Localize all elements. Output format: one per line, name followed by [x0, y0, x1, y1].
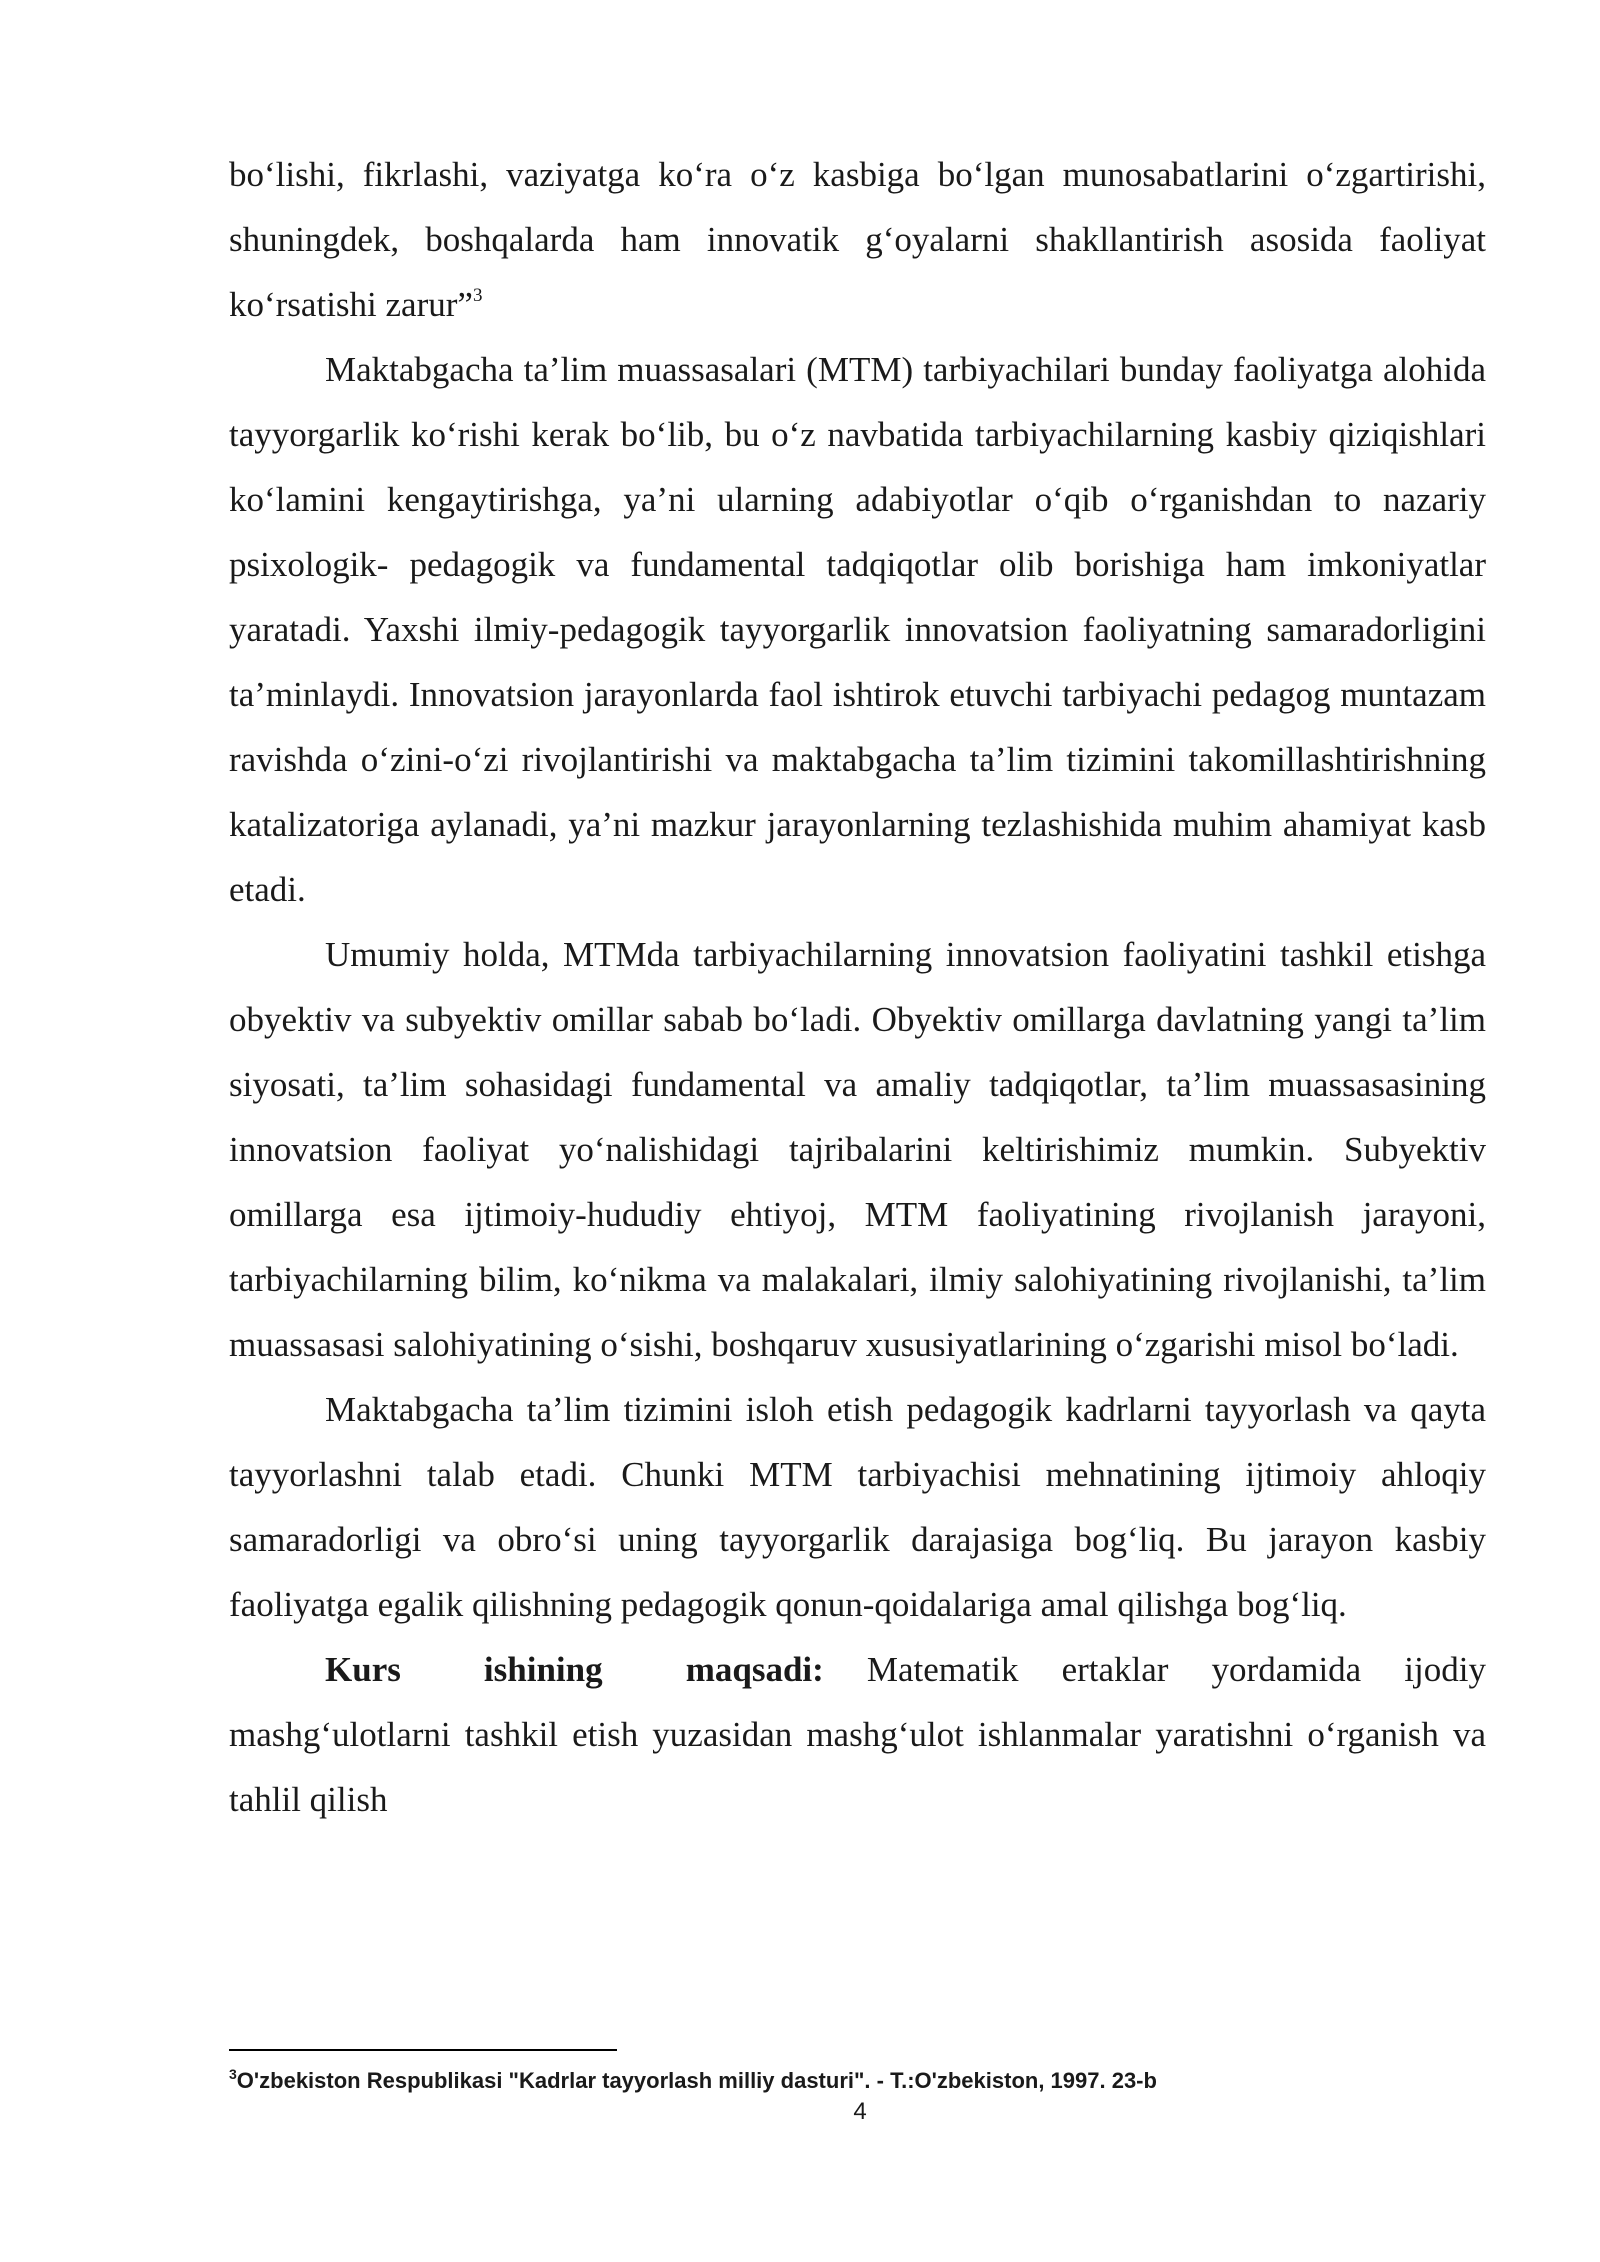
paragraph-mtm-preparation — [229, 337, 1486, 922]
footnote-marker: 3 — [229, 2066, 237, 2082]
footnote-text: O'zbekiston Respublikasi "Kadrlar tayyorlash milliy dasturi". - T.:O'zbekiston, 1997. 23-b — [236, 2068, 1157, 2093]
body-text — [229, 142, 1486, 1832]
paragraph-reform — [229, 1377, 1486, 1637]
footnote-divider — [229, 2049, 617, 2051]
footnote — [229, 2066, 1157, 2096]
paragraph-text: Matematik ertaklar yordamida ijodiy mashg‘ulotlarni tashkil etish yuzasidan mashg‘ulot ishlanmalar yaratishni o‘rganish va tahlil qilish — [229, 1650, 1486, 1819]
course-goal-label: Kurs ishining maqsadi: — [325, 1650, 824, 1689]
paragraph-factors — [229, 922, 1486, 1377]
page-number: 4 — [853, 2098, 867, 2125]
paragraph-text: Maktabgacha ta’lim muassasalari (MTM) tarbiyachilari bunday faoliyatga alohida tayyorgarlik ko‘rishi kerak bo‘lib, bu o‘z navbatida tarbiyachilarning kasbiy qiziqishlari ko‘lamini kengaytirishga, ya’ni ularning adabiyotlar o‘qib o‘rganishdan to nazariy psixologik- pedagogik va fundamental tadqiqotlar olib borishiga ham imkoniyatlar yaratadi. Yaxshi ilmiy-pedagogik tayyorgarlik innovatsion faoliyatning samaradorligini ta’minlaydi. Innovatsion jarayonlarda faol ishtirok etuvchi tarbiyachi pedagog muntazam ravishda o‘zini-o‘zi rivojlantirishi va maktabgacha ta’lim tizimini takomillashtirishning katalizatoriga aylanadi, ya’ni mazkur jarayonlarning tezlashishida muhim ahamiyat kasb etadi. — [229, 350, 1486, 909]
paragraph-continuation — [229, 142, 1486, 337]
paragraph-text: Umumiy holda, MTMda tarbiyachilarning innovatsion faoliyatini tashkil etishga obyektiv va subyektiv omillar sabab bo‘ladi. Obyektiv omillarga davlatning yangi ta’lim siyosati, ta’lim sohasidagi fundamental va amaliy tadqiqotlar, ta’lim muassasasining innovatsion faoliyat yo‘nalishidagi tajribalarini keltirishimiz mumkin. Subyektiv omillarga esa ijtimoiy-hududiy ehtiyoj, MTM faoliyatining rivojlanish jarayoni, tarbiyachilarning bilim, ko‘nikma va malakalari, ilmiy salohiyatining rivojlanishi, ta’lim muassasasi salohiyatining o‘sishi, boshqaruv xususiyatlarining o‘zgarishi misol bo‘ladi. — [229, 935, 1486, 1364]
paragraph-text: bo‘lishi, fikrlashi, vaziyatga ko‘ra o‘z kasbiga bo‘lgan munosabatlarini o‘zgartirishi, shuningdek, boshqalarda ham innovatik g‘oyalarni shakllantirish asosida faoliyat ko‘rsatishi zarur” — [229, 155, 1486, 324]
footnote-reference[interactable]: 3 — [472, 285, 483, 306]
paragraph-text: Maktabgacha ta’lim tizimini isloh etish pedagogik kadrlarni tayyorlash va qayta tayyorlashni talab etadi. Chunki MTM tarbiyachisi mehnatining ijtimoiy ahloqiy samaradorligi va obro‘si uning tayyorgarlik darajasiga bog‘liq. Bu jarayon kasbiy faoliyatga egalik qilishning pedagogik qonun-qoidalariga amal qilishga bog‘liq. — [229, 1390, 1486, 1624]
paragraph-course-goal — [229, 1637, 1486, 1832]
